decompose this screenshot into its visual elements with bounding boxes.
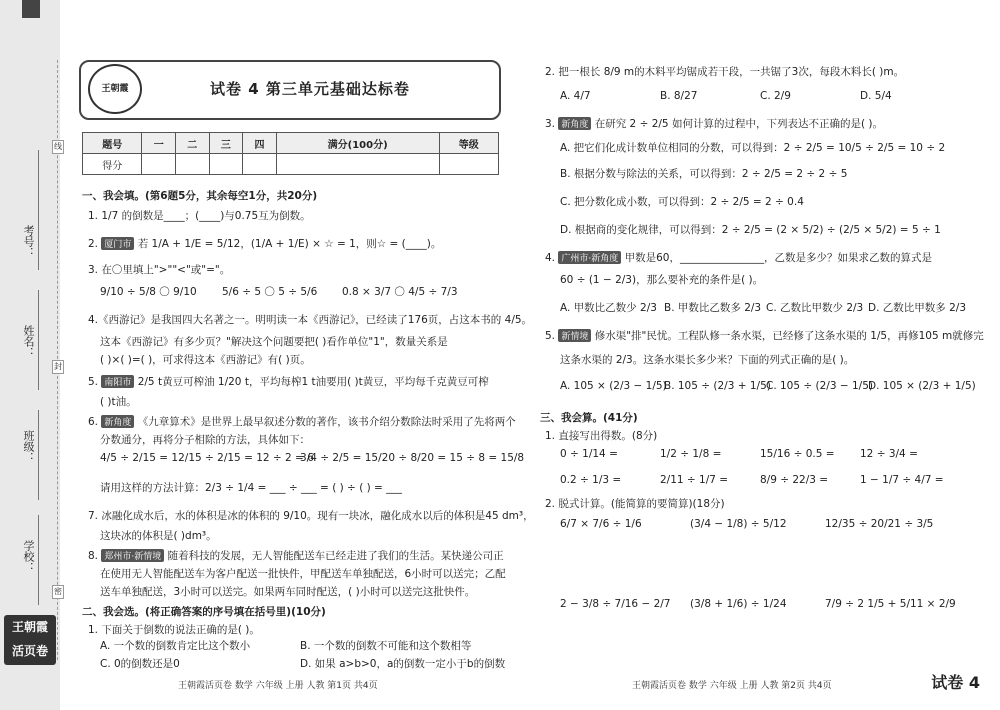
choice-1-c: C. 0的倒数还是0 <box>100 658 180 670</box>
choice-2-b: B. 8/27 <box>660 90 698 102</box>
calc-item: 12 ÷ 3/4 = <box>860 448 918 460</box>
calc-item: 1 − 1/7 ÷ 4/7 = <box>860 474 944 486</box>
choice-1-a: A. 一个数的倒数肯定比这个数小 <box>100 640 251 652</box>
score-table <box>82 132 499 175</box>
section-2-heading: 二、我会选。(将正确答案的序号填在括号里)(10分) <box>82 606 326 618</box>
binding-sidebar <box>0 0 60 710</box>
section-1-heading: 一、我会填。(第6题5分，其余每空1分，共20分) <box>82 190 318 202</box>
score-header-cell: 满分(100分) <box>276 133 439 154</box>
question-5-line2: ( )t油。 <box>100 396 137 408</box>
step-calc-heading: 2. 脱式计算。(能简算的要简算)(18分) <box>545 498 725 510</box>
topic-tag: 新角度 <box>101 415 134 428</box>
topic-tag: 新角度 <box>558 117 591 130</box>
score-cell[interactable] <box>439 154 498 175</box>
choice-3-a: A. 把它们化成计数单位相同的分数，可以得到：2 ÷ 2/5 = 10/5 ÷ 2/5 = 10 ÷ 2 <box>560 142 946 154</box>
calc-item: 0 ÷ 1/14 = <box>560 448 618 460</box>
step-calc-item: 2 − 3/8 ÷ 7/16 − 2/7 <box>560 598 671 610</box>
question-5-line1: 5. 南阳市 2/5 t黄豆可榨油 1/20 t，平均每榨1 t油要用( )t黄豆，平均每千克黄豆可榨 <box>88 376 489 388</box>
choice-4-c: C. 乙数比甲数少 2/3 <box>766 302 864 314</box>
school-label: 学校： <box>22 540 35 573</box>
score-cell[interactable] <box>243 154 277 175</box>
question-8-line1: 8. 郑州市·新情境 随着科技的发展，无人智能配送车已经走进了我们的生活。某快递公司正 <box>88 550 504 562</box>
choice-4-line2: 60 ÷ (1 − 2/3)，那么要补充的条件是( )。 <box>560 274 764 286</box>
binding-char: 线 <box>52 140 64 154</box>
exam-number-label: 考号： <box>22 225 35 258</box>
score-cell[interactable] <box>176 154 210 175</box>
score-header-cell: 二 <box>176 133 210 154</box>
question-1: 1. 1/7 的倒数是____；(____)与0.75互为倒数。 <box>88 210 311 222</box>
step-calc-item: 6/7 × 7/6 ÷ 1/6 <box>560 518 642 530</box>
question-3: 3. 在〇里填上">""<"或"="。 <box>88 264 231 276</box>
step-calc-item: 12/35 ÷ 20/21 ÷ 3/5 <box>825 518 934 530</box>
direct-calc-heading: 1. 直接写出得数。(8分) <box>545 430 658 442</box>
question-6-example-1: 4/5 ÷ 2/15 = 12/15 ÷ 2/15 = 12 ÷ 2 = 6 <box>100 452 314 464</box>
calc-item: 2/11 ÷ 1/7 = <box>660 474 729 486</box>
calc-item: 1/2 ÷ 1/8 = <box>660 448 722 460</box>
choice-2-d: D. 5/4 <box>860 90 892 102</box>
choice-5-line2: 这条水渠的 2/3。这条水渠长多少米？下面的列式正确的是( )。 <box>560 354 855 366</box>
corner-mark <box>22 0 40 18</box>
choice-5-d: D. 105 × (2/3 + 1/5) <box>868 380 976 392</box>
page-tag: 试卷 4 <box>931 673 980 692</box>
question-4-line3: ( )×( )=( )，可求得这本《西游记》有( )页。 <box>100 354 311 366</box>
choice-3-c: C. 把分数化成小数，可以得到：2 ÷ 2/5 = 2 ÷ 0.4 <box>560 196 804 208</box>
choice-5-a: A. 105 × (2/3 − 1/5) <box>560 380 667 392</box>
question-6-example-2: 3/4 ÷ 2/5 = 15/20 ÷ 8/20 = 15 ÷ 8 = 15/8 <box>300 452 525 464</box>
binding-char: 封 <box>52 360 64 374</box>
brand-badge: 王朝霞 活页卷 <box>4 615 56 665</box>
score-header-cell: 等级 <box>439 133 498 154</box>
question-4-line2: 这本《西游记》有多少页？"解决这个问题要把( )看作单位"1"，数量关系是 <box>100 336 448 348</box>
calc-item: 15/16 ÷ 0.5 = <box>760 448 835 460</box>
choice-4-b: B. 甲数比乙数多 2/3 <box>664 302 762 314</box>
topic-tag: 新情境 <box>558 329 591 342</box>
choice-5-line1: 5. 新情境 修水渠"排"民忧。工程队修一条水渠，已经修了这条水渠的 1/5，再修105 m就修完 <box>545 330 984 342</box>
footer-right: 王朝霞活页卷 数学 六年级 上册 人教 第2页 共4页 <box>632 681 832 691</box>
choice-4-d: D. 乙数比甲数多 2/3 <box>868 302 966 314</box>
compare-a: 9/10 ÷ 5/8 〇 9/10 <box>100 286 197 298</box>
region-tag: 郑州市·新情境 <box>101 549 164 562</box>
footer-left: 王朝霞活页卷 数学 六年级 上册 人教 第1页 共4页 <box>178 681 378 691</box>
choice-3-d: D. 根据商的变化规律，可以得到：2 ÷ 2/5 = (2 × 5/2) ÷ (2/5 × 5/2) = 5 ÷ 1 <box>560 224 941 236</box>
choice-4-a: A. 甲数比乙数少 2/3 <box>560 302 657 314</box>
step-calc-item: (3/4 − 1/8) ÷ 5/12 <box>690 518 787 530</box>
score-header-cell: 一 <box>142 133 176 154</box>
choice-5-c: C. 105 ÷ (2/3 − 1/5) <box>766 380 873 392</box>
score-header-cell: 题号 <box>83 133 142 154</box>
calc-item: 0.2 ÷ 1/3 = <box>560 474 622 486</box>
question-4-line1: 4.《西游记》是我国四大名著之一。明明读一本《西游记》，已经读了176页，占这本书的 4/5。 <box>88 314 533 326</box>
question-6-line2: 分数通分，再将分子相除的方法，具体如下： <box>100 434 310 446</box>
score-cell[interactable] <box>276 154 439 175</box>
step-calc-item: (3/8 + 1/6) ÷ 1/24 <box>690 598 787 610</box>
section-3-heading: 三、我会算。(41分) <box>540 412 638 424</box>
compare-b: 5/6 ÷ 5 〇 5 ÷ 5/6 <box>222 286 318 298</box>
question-2: 2. 厦门市 若 1/A + 1/E = 5/12，(1/A + 1/E) × ☆ = 1，则☆ = (____)。 <box>88 238 442 250</box>
choice-2-c: C. 2/9 <box>760 90 791 102</box>
choice-2-a: A. 4/7 <box>560 90 591 102</box>
question-7-line2: 这块冰的体积是( )dm³。 <box>100 530 217 542</box>
name-label: 姓名： <box>22 325 35 358</box>
region-tag: 广州市·新角度 <box>558 251 621 264</box>
class-label: 班级： <box>22 430 35 463</box>
question-8-line3: 送车单独配送，3小时可以送完。如果两车同时配送，( )小时可以送完这批快件。 <box>100 586 476 598</box>
score-cell[interactable] <box>142 154 176 175</box>
choice-2: 2. 把一根长 8/9 m的木料平均锯成若干段，一共锯了3次，每段木料长( )m。 <box>545 66 905 78</box>
calc-item: 8/9 ÷ 22/3 = <box>760 474 829 486</box>
question-8-line2: 在使用无人智能配送车为客户配送一批快件，甲配送车单独配送，6小时可以送完；乙配 <box>100 568 506 580</box>
binding-char: 密 <box>52 585 64 599</box>
region-tag: 南阳市 <box>101 375 134 388</box>
score-header-cell: 三 <box>209 133 243 154</box>
score-row-label: 得分 <box>83 154 142 175</box>
choice-3: 3. 新角度 在研究 2 ÷ 2/5 如何计算的过程中，下列表达不正确的是( )。 <box>545 118 883 130</box>
score-header-cell: 四 <box>243 133 277 154</box>
choice-1-b: B. 一个数的倒数不可能和这个数相等 <box>300 640 472 652</box>
choice-3-b: B. 根据分数与除法的关系，可以得到：2 ÷ 2/5 = 2 ÷ 2 ÷ 5 <box>560 168 848 180</box>
compare-c: 0.8 × 3/7 〇 4/5 ÷ 7/3 <box>342 286 458 298</box>
score-cell[interactable] <box>209 154 243 175</box>
step-calc-item: 7/9 ÷ 2 1/5 + 5/11 × 2/9 <box>825 598 956 610</box>
question-6-line1: 6. 新角度 《九章算术》是世界上最早叙述分数的著作，该书介绍分数除法时采用了先将两个 <box>88 416 516 428</box>
choice-1: 1. 下面关于倒数的说法正确的是( )。 <box>88 624 260 636</box>
page-title: 试卷 4 第三单元基础达标卷 <box>210 80 410 98</box>
choice-1-d: D. 如果 a>b>0，a的倒数一定小于b的倒数 <box>300 658 506 670</box>
question-7-line1: 7. 冰融化成水后，水的体积是冰的体积的 9/10。现有一块冰，融化成水以后的体积是45 dm³， <box>88 510 534 522</box>
choice-4-line1: 4. 广州市·新角度 甲数是60，________________，乙数是多少？如果求乙数的算式是 <box>545 252 932 264</box>
brand-logo: 王朝霞 <box>88 64 142 114</box>
question-6-task: 请用这样的方法计算：2/3 ÷ 1/4 = ___ ÷ ___ = ( ) ÷ ( ) = ___ <box>100 482 402 494</box>
region-tag: 厦门市 <box>101 237 134 250</box>
choice-5-b: B. 105 ÷ (2/3 + 1/5) <box>664 380 771 392</box>
